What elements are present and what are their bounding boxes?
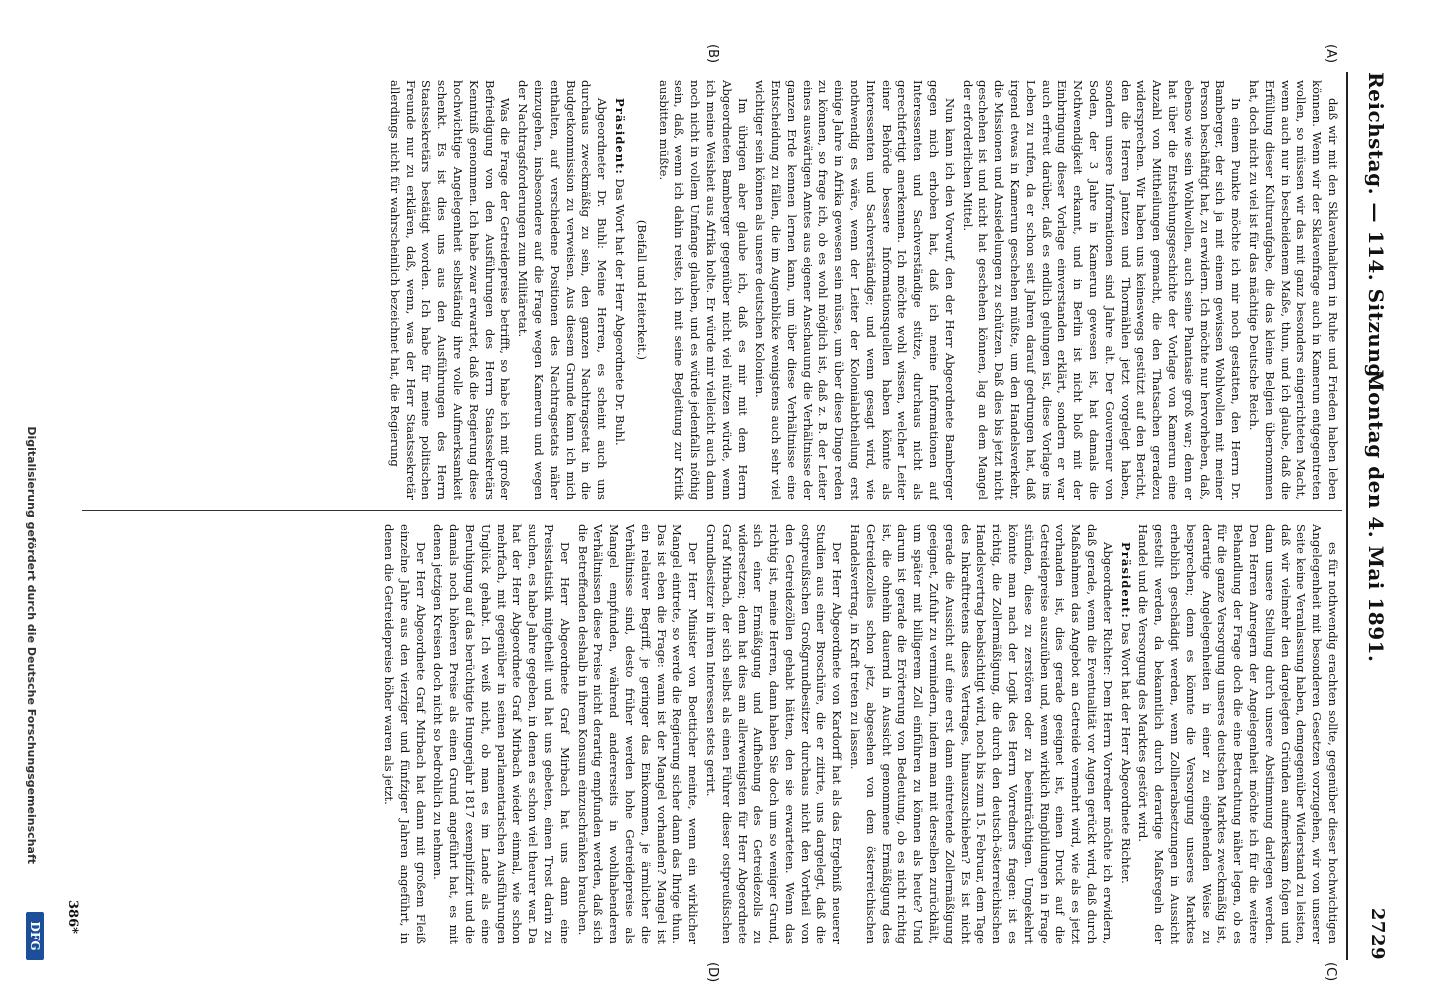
margin-mark-d: (D) — [705, 962, 720, 983]
right-paragraph: es für nothwendig erachten sollte, gegenüber dieser hochwichtigen Angelegenheit mit besonderen Gesetzen vorzugehen, wir von unserer Seite keine Veranlassung haben, demgegenüber Widerstand zu leisten, daß wir vielmehr den dargelegten Gründen aufmerksam folgen und dann unsere Stellung durch unsere Abstimmung darlegen werden. Den Herren Anregern der Angelegenheit möchte ich für die weitere Behandlung der Frage doch die eine Betrachtung näher legen, ob es für die ganze Versorgung unseres deutschen Marktes zweckmäßig ist, derartige Angelegenheiten in einer zu eingehenden Weise zu besprechen; denn es könnte die Versorgung unseres Marktes erheblich geschädigt werden, wenn Zollherabsetzungen in Aussicht gestellt werden, da bekanntlich durch derartige Maßregeln der Handel und die Versorgung des Marktes gestört wird. — [1136, 524, 1340, 944]
left-column — [90, 80, 1340, 500]
left-paragraph: In einem Punkte möchte ich mir noch gestatten, den Herrn Dr. Bamberger, der sich ja mit einem gewissen Wohlwollen mit meiner Person beschäftigt hat, zu erwidern. Ich möchte nur hervorheben, daß, ebenso wie sein Wohlwollen, auch seine Phantasie groß war; denn er hat über die Entstehungsgeschichte der Vorlage von Kamerun eine Anzahl von Mittheilungen gemacht, die den Thatsachen geradezu widersprechen. Wir haben uns keineswegs gestützt auf den Bericht, den die Herren Jantzen und Thormählen jetzt vorgelegt haben, sondern unsere Informationen sind Jahre alt. Der Gouverneur von Soden, der 3 Jahre in Kamerun gewesen ist, hat damals die Nothwendigkeit erkannt, und in Berlin ist nicht bloß mit der Einbringung dieser Vorlage einverstanden erklärt, sondern er war auch erfreut darüber, daß es endlich gelungen ist, diese Vorlage ins Leben zu rufen, da er schon seit Jahren darauf gedrungen hat, daß irgend etwas in Kamerun geschehen müßte, um den Handelsverkehr, die Missionen und Ansiedelungen zu schützen. Daß dies bis jetzt nicht geschehen ist und nicht hat geschehen können, lag an dem Mangel der erforderlichen Mittel. — [960, 80, 1244, 500]
header-date: Montag den 4. Mai 1891. — [1364, 369, 1388, 663]
president-text: Das Wort hat der Herr Abgeordnete Dr. Buhl. — [612, 178, 627, 446]
left-paragraph: Nun kann ich den Vorwurf, den der Herr Abgeordnete Bamberger gegen mich erhoben hat, daß ich meine Informationen auf Interessenten und Sachverständige stütze, durchaus nicht als gerechtfertigt anerkennen. Ich möchte wohl wissen, welcher Leiter einer Behörde bessere Informationsquellen haben könnte als Interessenten und Sachverständige; und wenn gesagt wird, wie nothwendig es wäre, wenn der Leiter der Kolonialabtheilung erst einige Jahre in Afrika gewesen sein müsse, um über diese Dinge reden zu können, so frage ich, ob es wohl möglich ist, daß z. B. der Leiter eines auswärtigen Amtes aus eigener Anschauung die Verhältnisse der ganzen Erde kennen lernen kann, um über diese Verhältnisse eine Entscheidung zu fällen, die im Augenblicke wenigstens auch sehr viel wichtiger sein können als unsere deutschen Kolonien. — [753, 80, 957, 500]
margin-mark-c: (C) — [1323, 962, 1338, 982]
dfg-logo: DFG — [26, 912, 44, 960]
applause-note: (Beifall und Heiterkeit.) — [634, 219, 649, 361]
page-footer — [20, 72, 42, 960]
margin-mark-b: (B) — [705, 44, 720, 64]
header-page-number: 2729 — [1367, 907, 1388, 960]
margin-mark-a: (A) — [1323, 44, 1338, 64]
footer-credit: Digitalisierung gefördert durch die Deutsche Forschungsgemeinschaft — [25, 426, 38, 864]
left-paragraph: Abgeordneter Dr. Buhl: Meine Herren, es scheint auch uns durchaus zweckmäßig zu sein, den ganzen Nachtragsetat in die Budgetkommission zu verweisen. Aus diesem Grunde kann ich mich enthalten, auf verschiedene Positionen des Nachtragsetats näher einzugehen, insbesondere auf die Frage wegen Kamerun und wegen der Nachtragsforderungen zum Militäretat. — [516, 80, 610, 500]
page-signature: 386* — [65, 900, 80, 934]
right-paragraph: Abgeordneter Richter: Dem Herrn Vorredner möchte ich erwidern, daß gerade, wenn die Eventualität vor Augen gerückt wird, daß durch Maßnahmen das Angebot an Getreide vermehrt wird, wie als es jetzt vorhanden ist, dies gerade geeignet ist, einen Druck auf die Getreidepreise auszuüben und, wenn wirklich Ringbildungen in Frage stünden, diese zu zerstören oder zu beeinträchtigen. Umgekehrt könnte man nach der Logik des Herrn Vorredners fragen: ist es richtig, die Zollermäßigung, die durch den deutsch-österreichischen Handelsvertrag beabsichtigt wird, noch bis zum 15. Februar, dem Tage des Inkrafttretens dieses Vertrages, hinauszuschieben? Es ist nicht gerade die Aussicht auf eine erst dann eintretende Zollermäßigung geeignet, Zufuhr zu vermindern, indem man mit derselben zurückhält, um später mit billigerem Zoll einführen zu können als heute? Und darum ist gerade die Erörterung von Bedeutung, ob es nicht richtig ist, die ohnehin dauernd in Aussicht genommene Ermäßigung des Getreidezolles schon jetz, abgesehen von dem österreichischen Handelsvertrag, in Kraft treten zu lassen. — [848, 524, 1115, 944]
header-rule — [1346, 72, 1348, 960]
right-paragraph: Der Herr Abgeordnete Graf Mirbach hat dann mit großem Fleiß einzelne Jahre aus den vierziger und fünfziger Jahren angeführt, in denen die Getreidepreise höher waren als jetzt. — [381, 524, 428, 944]
president-line — [611, 80, 627, 500]
left-paragraph: Was die Frage der Getreidepreise betrifft, so habe ich mit großer Befriedigung von den Ausführungen des Herrn Staatssekretärs Kenntniß genommen. Ich habe zwar erwartet, daß die Regierung diese hochwichtige Angelegenheit selbständig ihre volle Aufmerksamkeit schenkt. Es ist dies uns aus den Ausführungen des Herrn Staatssekretärs bestätigt worden. Ich habe für meine politischen Freunde nur zu erklären, daß, wenn, was der Herr Staatssekretär allerdings nicht für wahrscheinlich bezeichnet hat, die Regierung — [387, 80, 513, 500]
speaker-label: Präsident: — [612, 98, 627, 175]
left-paragraph: Im übrigen aber glaube ich, daß es mir mit dem Herrn Abgeordneten Bamberger gegenüber nicht viel nützen würde, wenn ich meine Weisheit aus Afrika holte. Er würde mir vielleicht auch dann noch nicht in vollem Umfange glauben, und es würde jedenfalls nöthig sein, daß, wenn ich dahin reiste, ich mit seine Begleitung zur Kritik ausbitten müßte. — [656, 80, 750, 500]
header-session: Reichstag. — 114. Sitzung. — [1364, 72, 1388, 386]
president-line — [1117, 524, 1133, 944]
president-text: Das Wort hat der Herr Abgeordnete Richter. — [1118, 622, 1133, 884]
right-paragraph: Der Herr Abgeordnete von Kardorff hat als das Ergebniß neuerer Studien aus einer Broschüre, die er zitirte, uns dargelegt, daß die ostpreußischen Großgrundbesitzer durchaus nicht den Vortheil von den Getreidezöllen gehabt hätten, den sie erwarteten. Wenn das richtig ist, meine Herren, dann haben Sie doch um so weniger Grund, sich einer Ermäßigung und Aufhebung des Getreidezolls zu widersetzen; denn hat dies am allerwenigsten für Herr Abgeordnete Graf Mirbach, der sich selbst als einen Führer dieser ostpreußischen Grundbesitzer in ihren Interessen stets gerirt. — [703, 524, 845, 944]
page-header — [1352, 72, 1392, 960]
left-paragraph: daß wir mit den Sklavenhaltern in Ruhe und Frieden haben leben können. Wenn wir der Sklavenfrage auch in Kamerun entgegentreten wollen, so müssen wir das mit ganz besonders eingerichteten Macht, wenn auch nur in bescheidenem Maße, thun, und ich glaube, daß die Erfüllung dieser Kulturaufgabe, die das kleine Belgien übernommen hat, doch nicht zu viel ist für das mächtige Deutsche Reich. — [1247, 80, 1340, 500]
speaker-label: Präsident: — [1118, 542, 1133, 619]
right-column — [90, 524, 1340, 944]
right-paragraph: Der Herr Abgeordnete Graf Mirbach hat uns dann eine Preisstatistik mitgetheilt und hat uns gebeten, einen Trost darin zu suchen, es habe Jahre gegeben, in denen es schon viel theurer war. Da hat der Herr Abgeordnete Graf Mirbach wieder einmal, wie schon mehrfach, mit gegenüber in seinen parlamentarischen Ausführungen Unglück gehabt. Ich weiß nicht, ob man es im Lande als eine Beruhigung auf das berüchtigte Hungerjahr 1817 exemplifizirt und die damals noch höheren Preise als einen Grund angeführt hat, es mit denen jetzigen Kreisen doch nicht so bedrohlich zu nehmen. — [431, 524, 572, 944]
right-paragraph: Der Herr Minister von Boetticher meinte, wenn ein wirklicher Mangel eintrete, so werde die Regierung sicher dann das Ihrige thun. Das ist eben die Frage: wann ist der Mangel vorhanden? Mangel ist ein relativer Begriff, je geringer das Einkommen, je ärmlicher die Verhältnisse sind, desto früher werden hohe Getreidepreise als Mangel empfunden, während andererseits in wohlhabenderen Verhältnissen diese Preise nicht derartig empfunden werden, daß sich die Betreffenden deshalb in ihrem Konsum einzuschränken brauchen. — [575, 524, 701, 944]
column-divider — [82, 510, 1342, 511]
